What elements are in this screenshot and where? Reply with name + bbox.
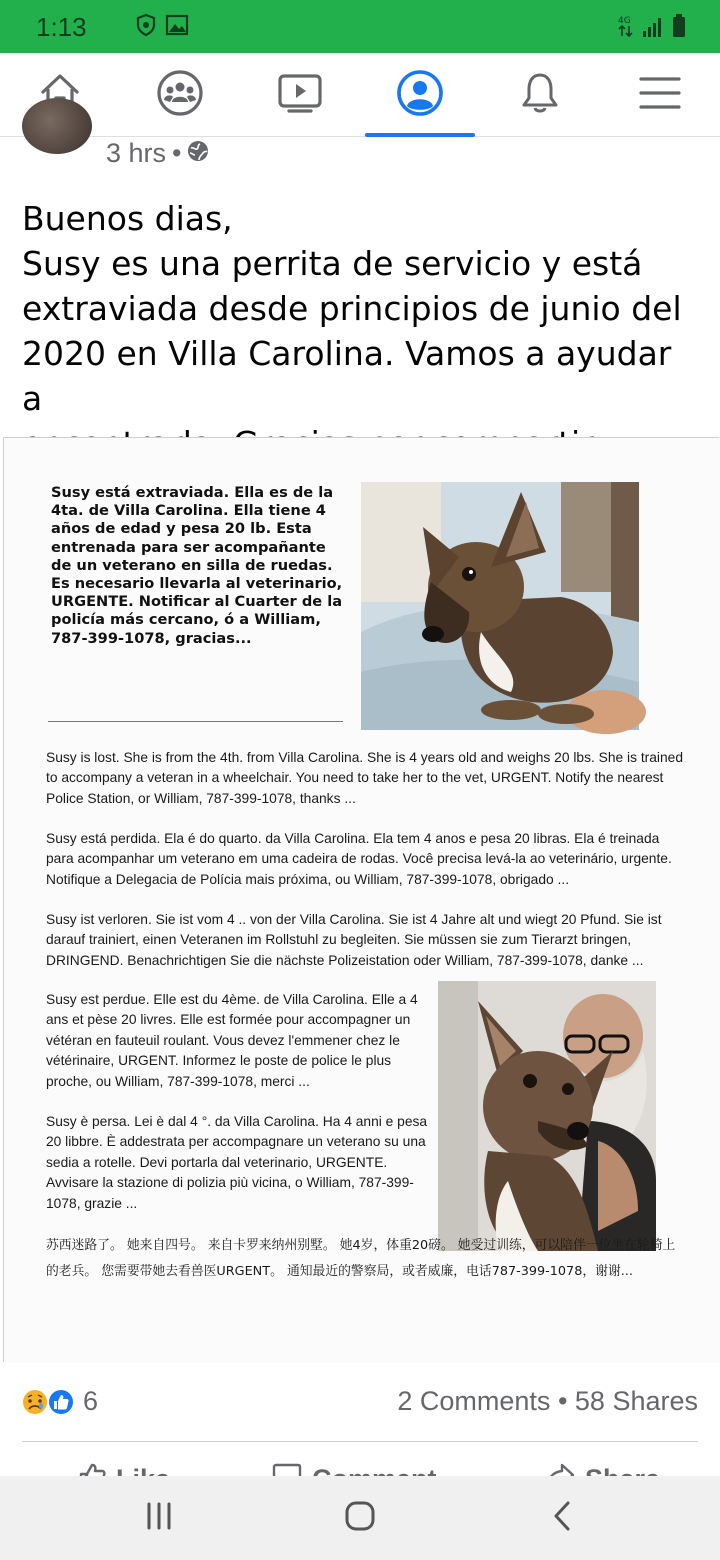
- divider: [22, 1441, 698, 1442]
- dog-photo-1: [361, 482, 639, 730]
- post-timestamp[interactable]: 3 hrs: [106, 138, 167, 168]
- system-nav-bar: [0, 1476, 720, 1560]
- tab-menu[interactable]: [605, 53, 715, 137]
- back-button[interactable]: [542, 1498, 582, 1538]
- flyer-italian-text: Susy è persa. Lei è dal 4 °. da Villa Carolina. Ha 4 anni e pesa 20 libbre. È addestrata per accompagnare un veterano su una sedia a rotelle. Devi portarla dal veterinario, URGENTE. Avvisare la stazione di polizia più vicina, o William, 787-399-1078, grazie ...: [46, 1114, 428, 1211]
- flyer-chinese-text: 苏西迷路了。 她来自四号。 来自卡罗来纳州别墅。 她4岁，体重20磅。 她受过训练，可以陪伴一位坐在轮椅上的老兵。 您需要带她去看兽医URGENT。 通知最近的警察局，或者威廉，电话787-399-1078，谢谢...: [46, 1238, 676, 1279]
- globe-icon: [187, 138, 209, 169]
- flyer-spanish-text: Susy está extraviada. Ella es de la 4ta. de Villa Carolina. Ella tiene 4 años de edad y pesa 20 lb. Esta entrenada para ser acompañante de un veterano en silla de ruedas. Es necesario llevarla al veterinario, URGENTE. Notificar al Cuarter de la policía más cercano, ó a William, 787-399-1078, gracias...: [51, 484, 343, 647]
- post-meta: [106, 138, 209, 169]
- post-actions: [0, 1452, 720, 1476]
- post-text-line: extraviada desde principios de junio del: [22, 289, 682, 328]
- battery-icon: [672, 14, 686, 43]
- signal-icon: [642, 16, 664, 43]
- recent-apps-icon: [144, 1501, 174, 1536]
- dot-separator: •: [172, 138, 182, 168]
- post-header: [0, 138, 720, 174]
- data-arrows-icon: [618, 14, 634, 43]
- stats-separator: •: [557, 1386, 568, 1416]
- home-circle-icon: [344, 1500, 376, 1537]
- recent-apps-button[interactable]: [139, 1498, 179, 1538]
- bell-icon: [519, 71, 561, 120]
- like-reaction-icon: [48, 1389, 74, 1415]
- tab-notifications[interactable]: [485, 53, 595, 137]
- shield-icon: [136, 14, 158, 36]
- tab-profile[interactable]: [365, 53, 475, 137]
- home-button[interactable]: [340, 1498, 380, 1538]
- shares-count[interactable]: 58 Shares: [574, 1386, 698, 1416]
- flyer-english-text: Susy is lost. She is from the 4th. from Villa Carolina. She is 4 years old and weighs 20 lbs. She is trained to accompany a veteran in a wheelchair. You need to take her to the vet, URGENT. Notify the nearest Police Station, or William, 787-399-1078, thanks ...: [46, 750, 684, 806]
- avatar[interactable]: [22, 98, 92, 154]
- post-text-line: Buenos dias,: [22, 199, 233, 238]
- reaction-count[interactable]: 6: [83, 1386, 99, 1416]
- flyer-french-text: Susy est perdue. Elle est du 4ème. de Villa Carolina. Elle a 4 ans et pèse 20 livres. Elle est formée pour accompagner un vétéran en fauteuil roulant. Vous devez l'emmener chez le vétérinaire, URGENT. Informez le poste de police le plus proche, ou William, 787-399-1078, merci ...: [46, 992, 418, 1089]
- active-tab-indicator: [365, 133, 475, 137]
- flyer-divider: [48, 721, 343, 722]
- profile-icon: [396, 69, 444, 122]
- comments-count[interactable]: 2 Comments: [397, 1386, 551, 1416]
- post-text-line: 2020 en Villa Carolina. Vamos a ayudar a: [22, 334, 672, 418]
- hamburger-icon: [639, 75, 681, 116]
- top-nav-bar: [0, 53, 720, 137]
- reactions-row: [0, 1378, 720, 1428]
- svg-text:4G: 4G: [618, 16, 631, 26]
- image-icon: [166, 14, 188, 36]
- tab-groups[interactable]: [125, 53, 235, 137]
- status-bar: [0, 0, 720, 53]
- sad-reaction-icon: [22, 1389, 48, 1415]
- post-image[interactable]: [3, 437, 719, 1362]
- groups-icon: [156, 69, 204, 122]
- flyer-german-text: Susy ist verloren. Sie ist vom 4 .. von der Villa Carolina. Sie ist 4 Jahre alt und wiegt 20 Pfund. Sie ist darauf trainiert, einen Veteranen im Rollstuhl zu begleiten. Sie müssen sie zum Tierarzt bringen, DRINGEND. Benachrichtigen Sie die nächste Polizeistation oder William, 787-399-1078, danke ...: [46, 912, 662, 968]
- tab-watch[interactable]: [245, 53, 355, 137]
- back-chevron-icon: [550, 1500, 574, 1537]
- reaction-icons[interactable]: [20, 1387, 80, 1417]
- flyer-portuguese-text: Susy está perdida. Ela é do quarto. da Villa Carolina. Ela tem 4 anos e pesa 20 libras. Ela é treinada para acompanhar um veterano em uma cadeira de rodas. Você precisa levá-la ao veterinário, urgente. Notifique a Delegacia de Polícia mais próxima, ou William, 787-399-1078, obrigado ...: [46, 831, 672, 887]
- post-text-line: Susy es una perrita de servicio y está: [22, 244, 643, 283]
- engagement-stats: [397, 1386, 698, 1417]
- video-icon: [277, 73, 323, 118]
- status-time: 1:13: [36, 12, 87, 42]
- post-text: [22, 196, 702, 466]
- dog-photo-2: [438, 981, 656, 1251]
